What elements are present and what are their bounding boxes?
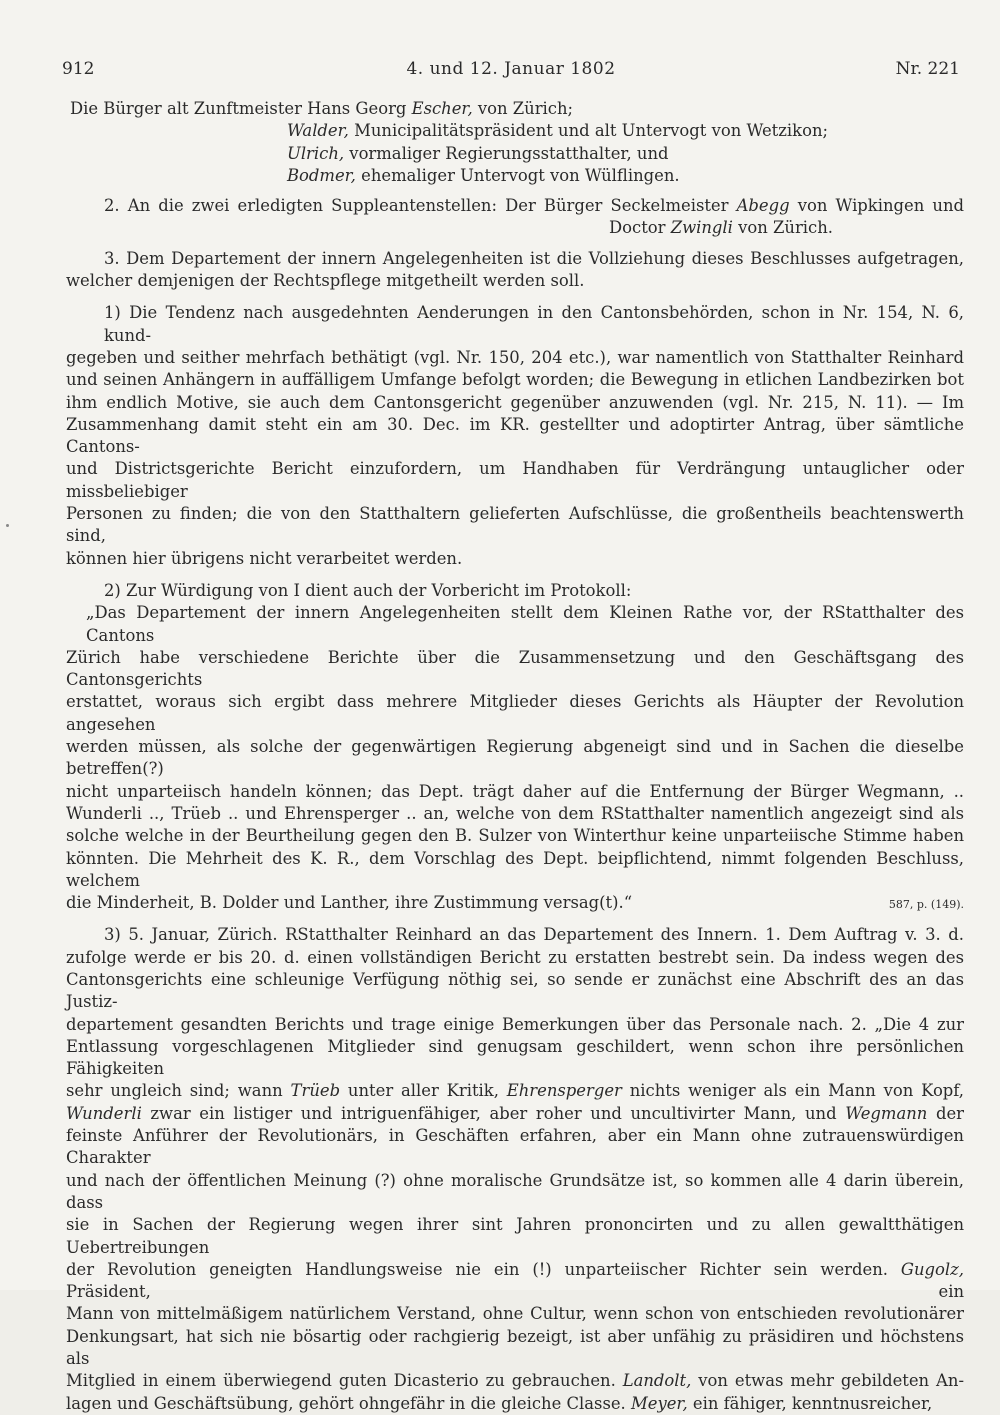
member-line: Bodmer, ehemaliger Untervogt von Wülflingen. (287, 165, 680, 185)
footnote-3-line: und nach der öffentlichen Meinung (?) ohne moralische Grundsätze ist, so kommen alle 4 darin überein, dass (66, 1170, 964, 1212)
protocol-quote: „Das Departement der innern Angelegenheiten stellt dem Kleinen Rathe vor, der RStatthalter des Cantons Zürich habe verschiedene Berichte über die Zusammensetzung und den Geschäftsgang des Cantonsgerichts erstattet, woraus sich ergibt dass mehrere Mitglieder dieses Gerichts als Häupter der Revolution angesehen werden müssen, als solche der gegenwärtigen Regierung abgeneigt sind und in Sachen die dieselbe betreffen(?) nicht unparteiisch handeln können; das Dept. trägt daher auf die Entfernung der Bürger Wegmann, .. Wunderli .., Trüeb .. und Ehrensperger .. an, welche von dem RStatthalter namentlich angezeigt sind als solche welche in der Beurtheilung gegen den B. Sulzer von Winterthur keine unparteiische Stimme haben könnten. Die Mehrheit des K. R., dem Vorschlag des Dept. beipflichtend, nimmt folgenden Beschluss, welchem die Minderheit, B. Dolder und Lanther, ihre Zustimmung versag(t).“ 587, p. (149). (66, 602, 964, 914)
member-line: Die Bürger alt Zunftmeister Hans Georg Escher, von Zürich; (70, 99, 574, 118)
document-number: Nr. 221 (895, 59, 960, 79)
footnote-3-line: Denkungsart, hat sich nie bösartig oder rachgierig bezeigt, ist aber unfähig zu präsidiren und höchstens als (66, 1326, 964, 1369)
page-number: 912 (62, 59, 95, 79)
protocol-reference: 587, p. (149). (888, 898, 964, 912)
footnote-3-line: 3) 5. Januar, Zürich. RStatthalter Reinhard an das Departement des Innern. 1. Dem Auftrag v. 3. d. (104, 925, 964, 945)
footnote-3-line: Cantonsgerichts eine schleunige Verfügung nöthig sei, so sende er zunächst eine Abschrift des an das Justiz- (66, 969, 964, 1012)
resolution-item-2: 2. An die zwei erledigten Suppleantenstellen: Der Bürger Seckelmeister Abegg von Wipkingen und Doctor Zwingli von Zürich. (104, 196, 964, 238)
footnote-3-line: Mann von mittelmäßigem natürlichem Verstand, ohne Cultur, wenn schon von entschieden revolutionärer (66, 1304, 964, 1324)
page-header (62, 58, 960, 84)
footnote-3-line: departement gesandten Berichts und trage einige Bemerkungen über das Personale nach. 2. „Die 4 zur (66, 1014, 964, 1034)
footnote-3-line: Entlassung vorgeschlagenen Mitglieder sind genugsam geschildert, wenn schon ihre persönlichen Fähigkeiten (66, 1036, 964, 1079)
footnote-3-line: Mitglied in einem überwiegend guten Dicasterio zu gebrauchen. Landolt, von etwas mehr gebildeten An- (66, 1371, 964, 1391)
footnote-3-line: Wunderli zwar ein listiger und intriguenfähiger, aber roher und uncultivirter Mann, und Wegmann der (66, 1103, 964, 1123)
member-line: Ulrich, vormaliger Regierungsstatthalter, und (287, 143, 669, 163)
footnote-3-line: feinste Anführer der Revolutionärs, in Geschäften erfahren, aber ein Mann ohne zutrauenswürdigen Charakter (66, 1126, 964, 1168)
scan-speck (6, 524, 9, 527)
footnote-2: 2) Zur Würdigung von I dient auch der Vorbericht im Protokoll: „Das Departement der innern Angelegenheiten stellt dem Kleinen Rathe vor, der RStatthalter des Cantons Zürich habe verschiedene Berichte über die Zusammensetzung und den Geschäftsgang des Cantonsgerichts erstattet, woraus sich ergibt dass mehrere Mitglieder dieses Gerichts als Häupter der Revolution angesehen werden müssen, als solche der gegenwärtigen Regierung abgeneigt sind und in Sachen die dieselbe betreffen(?) nicht unparteiisch handeln können; das Dept. trägt daher auf die Entfernung der Bürger Wegmann, .. Wunderli .., Trüeb .. und Ehrensperger .. an, welche von dem RStatthalter namentlich angezeigt sind als solche welche in der Beurtheilung gegen den B. Sulzer von Winterthur keine unparteiische Stimme haben könnten. Die Mehrheit des K. R., dem Vorschlag des Dept. beipflichtend, nimmt folgenden Beschluss, welchem die Minderheit, B. Dolder und Lanther, ihre Zustimmung versag(t).“ 587, p. (149). (66, 580, 964, 914)
footnote-3 (66, 924, 964, 1415)
resolution-item-3: 3. Dem Departement der innern Angelegenheiten ist die Vollziehung dieses Beschlusses aufgetragen, welcher demjenigen der Rechtspflege mitgetheilt werden soll. (66, 248, 964, 291)
footnote-3-line: zufolge werde er bis 20. d. einen vollständigen Bericht zu erstatten bestrebt sein. Da indess wegen des (66, 947, 964, 967)
header-date: 4. und 12. Januar 1802 (406, 59, 616, 79)
footnote-3-line: sie in Sachen der Regierung wegen ihrer sint Jahren prononcirten und zu allen gewaltthätigen Uebertreibungen (66, 1215, 964, 1257)
member-line: Walder, Municipalitätspräsident und alt Untervogt von Wetzikon; (287, 121, 829, 141)
footnote-1: 1) Die Tendenz nach ausgedehnten Aenderungen in den Cantonsbehörden, schon in Nr. 154, N. 6, kund- gegeben und seither mehrfach bethätigt (vgl. Nr. 150, 204 etc.), war namentlich von Statthalter Reinhard und seinen Anhängern in auffälligem Umfange befolgt worden; die Bewegung in etlichen Landbezirken bot ihm endlich Motive, sie auch dem Cantonsgericht gegenüber anzuwenden (vgl. Nr. 215, N. 11). — Im Zusammenhang damit steht ein am 30. Dec. im KR. gestellter und adoptirter Antrag, über sämtliche Cantons- und Districtsgerichte Bericht einzufordern, um Handhaben für Verdrängung untauglicher oder missbeliebiger Personen zu finden; die von den Statthaltern gelieferten Aufschlüsse, die großentheils beachtenswerth sind, können hier übrigens nicht verarbeitet werden. (66, 303, 964, 568)
footnote-3-line: der Revolution geneigten Handlungsweise nie ein (!) unparteiischer Richter sein werden. Gugolz, Präsident, ein (66, 1259, 964, 1302)
page-body (66, 98, 964, 1415)
footnote-3-line: lagen und Geschäftsübung, gehört ohngefähr in die gleiche Classe. Meyer, ein fähiger, kenntnusreicher, (66, 1393, 933, 1413)
member-list (66, 98, 964, 187)
footnote-3-line: sehr ungleich sind; wann Trüeb unter aller Kritik, Ehrensperger nichts weniger als ein Mann von Kopf, (66, 1081, 964, 1101)
